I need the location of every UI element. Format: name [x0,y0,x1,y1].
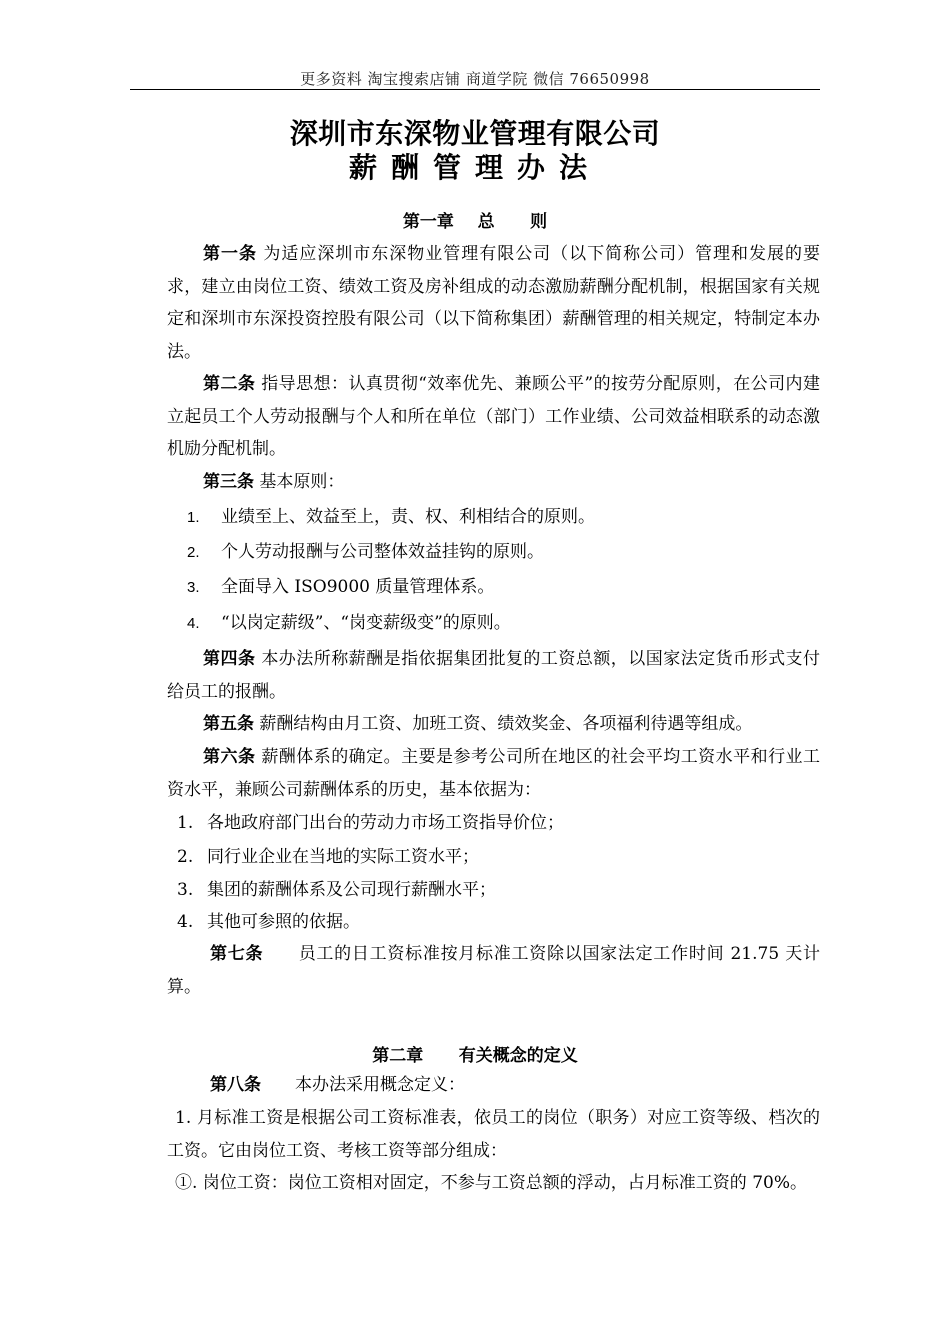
basis-text: 各地政府部门出台的劳动力市场工资指导价位； [207,813,564,833]
basis-text: 同行业企业在当地的实际工资水平； [207,847,479,867]
principle-number: 2. [187,544,200,561]
principle-item [187,505,595,530]
basis-number: 3. [177,880,194,900]
article-4-label: 第四条 [203,649,256,669]
article-6 [167,741,820,806]
header-divider [130,89,820,90]
basis-item [177,878,496,902]
article-5 [167,708,820,741]
article-4-text: 本办法所称薪酬是指依据集团批复的工资总额，以国家法定货币形式支付给员工的报酬。 [167,649,821,702]
article-5-label: 第五条 [203,714,254,734]
article-8 [167,1069,820,1102]
basis-text: 其他可参照的依据。 [207,912,360,932]
basis-item [177,910,360,934]
principle-text: 业绩至上、效益至上，责、权、利相结合的原则。 [221,507,595,527]
article-8-label: 第八条 [210,1075,261,1095]
principle-text: 个人劳动报酬与公司整体效益挂钩的原则。 [221,542,544,562]
definition-1: 1. 月标准工资是根据公司工资标准表，依员工的岗位（职务）对应工资等级、档次的工资。它由岗位工资、考核工资等部分组成： [167,1108,820,1161]
article-7-label: 第七条 [210,944,264,964]
basis-number: 2. [177,847,194,867]
principle-item [187,575,494,600]
document-title-company: 深圳市东深物业管理有限公司 [289,117,661,150]
article-7-text: 员工的日工资标准按月标准工资除以国家法定工作时间 21.75 天计算。 [167,944,821,997]
basis-item [177,845,479,869]
principle-number: 4. [187,615,200,632]
article-2-text: 指导思想：认真贯彻“效率优先、兼顾公平”的按劳分配原则，在公司内建立起员工个人劳动报酬与个人和所在单位（部门）工作业绩、公司效益相联系的动态激机励分配机制。 [167,374,820,459]
article-6-label: 第六条 [203,747,256,767]
principle-number: 3. [187,579,200,596]
article-3 [167,466,820,499]
document-title-name: 薪酬管理办法 [348,151,601,184]
chapter2-heading: 第二章 有关概念的定义 [372,1046,578,1066]
principle-item [187,611,511,636]
chapter1-heading: 第一章 总 则 [402,212,548,232]
article-4 [167,643,820,708]
principle-number: 1. [187,509,200,526]
article-3-label: 第三条 [203,472,254,492]
article-1 [167,238,820,368]
article-1-text: 为适应深圳市东深物业管理有限公司（以下简称公司）管理和发展的要求，建立由岗位工资、绩效工资及房补组成的动态激励薪酬分配机制，根据国家有关规定和深圳市东深投资控股有限公司（以下简称集团）薪酬管理的相关规定，特制定本办法。 [167,244,821,362]
page-header: 更多资料 淘宝搜索店铺 商道学院 微信 76650998 [300,70,650,88]
article-7 [167,938,820,1003]
principle-text: “以岗定薪级”、“岗变薪级变”的原则。 [221,613,511,633]
definition-1a: ①. 岗位工资：岗位工资相对固定，不参与工资总额的浮动，占月标准工资的 70%。 [175,1173,807,1193]
article-2 [167,368,820,466]
basis-item [177,811,564,835]
principle-item [187,540,544,565]
basis-text: 集团的薪酬体系及公司现行薪酬水平； [207,880,496,900]
article-2-label: 第二条 [203,374,256,394]
article-3-text: 基本原则： [254,472,345,492]
basis-number: 4. [177,912,194,932]
article-6-text: 薪酬体系的确定。主要是参考公司所在地区的社会平均工资水平和行业工资水平，兼顾公司薪酬体系的历史，基本依据为： [167,747,821,800]
article-5-text: 薪酬结构由月工资、加班工资、绩效奖金、各项福利待遇等组成。 [254,714,753,734]
principle-text: 全面导入 ISO9000 质量管理体系。 [221,577,495,597]
basis-number: 1. [177,813,194,833]
article-1-label: 第一条 [203,244,257,264]
article-8-text: 本办法采用概念定义： [261,1075,465,1095]
